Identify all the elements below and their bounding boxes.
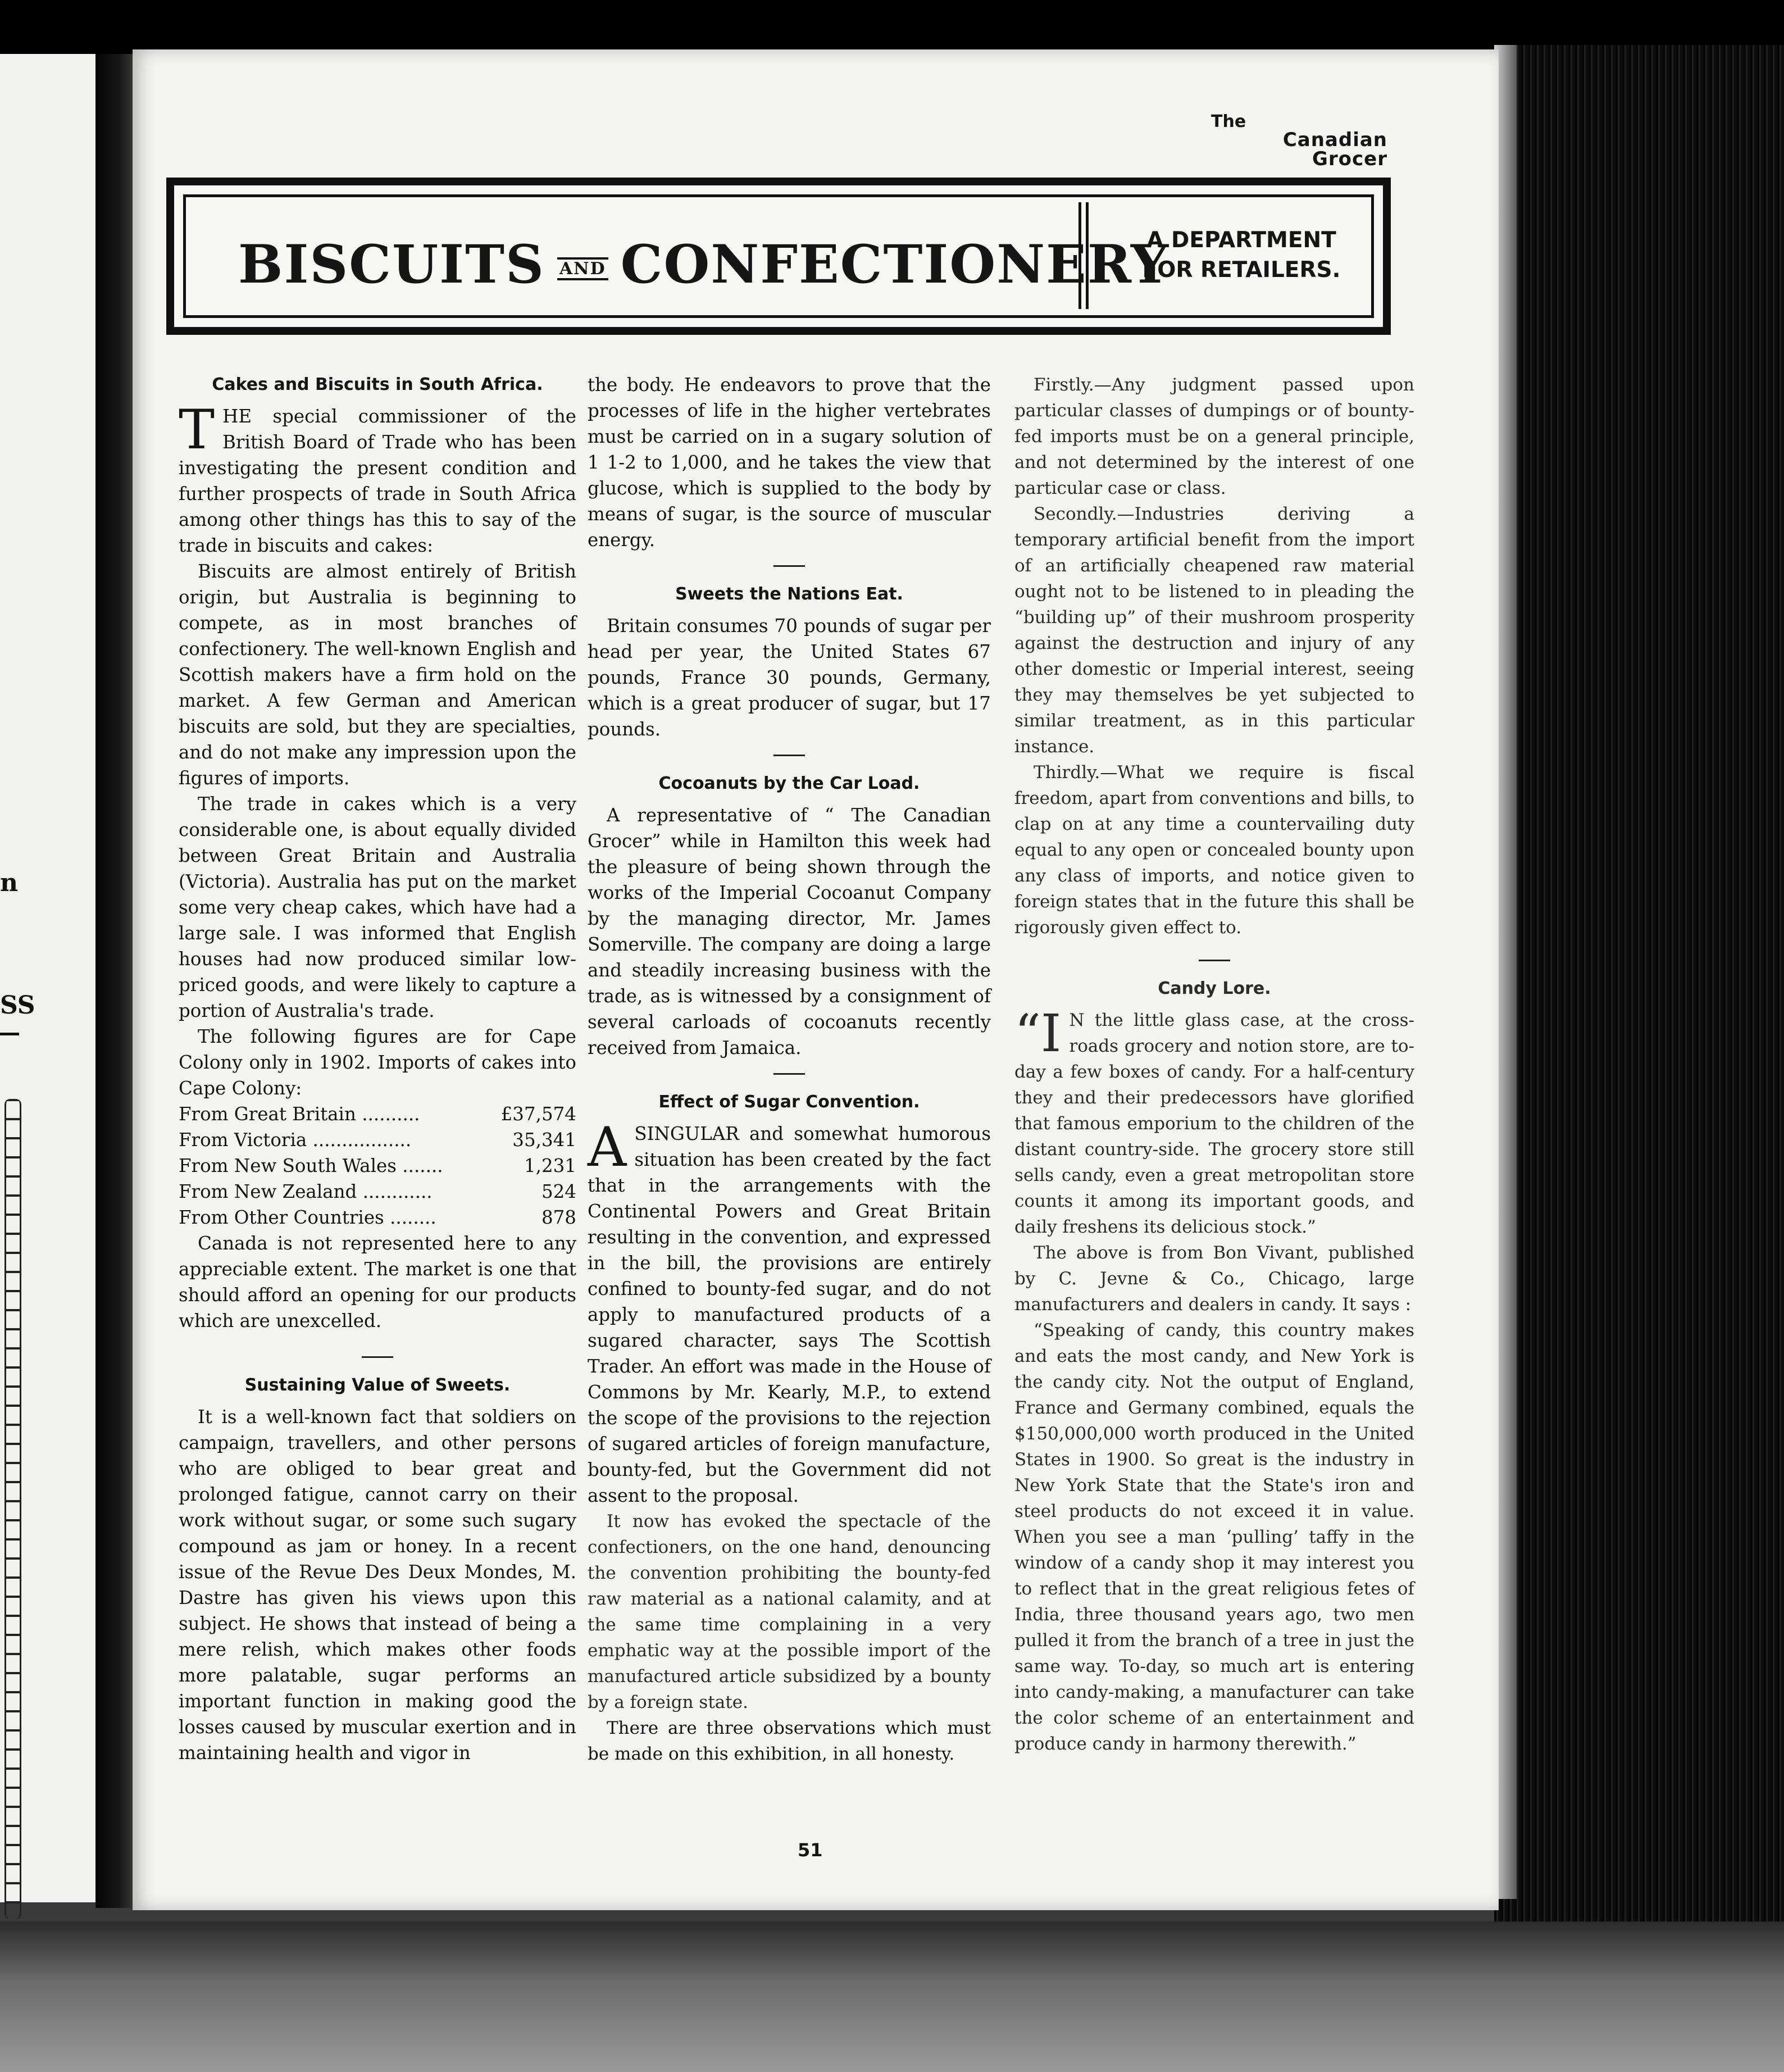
imports-table (179, 1101, 576, 1230)
banner-department-line: A DEPARTMENT (1146, 228, 1336, 253)
imports-value: 878 (541, 1207, 576, 1228)
article-text: SINGULAR and somewhat humorous situation has been created by the fact that in the arrangements with the Continental Powers and Great Britain resulting in the convention, and expressed in the bill, the provisions are entirely confined to bounty-fed sugar, and do not apply to manufactured products of a sugared character, says The Scottish Trader. An effort was made in the House of Commons by Mr. Kearly, M.P., to extend the scope of the provisions to the rejection of sugared articles of foreign manufacture, bounty-fed, but the Government did not assent to the proposal. (588, 1123, 991, 1506)
imports-value: £37,574 (500, 1103, 576, 1125)
article-text: HE special commissioner of the British Board of Trade who has been investigating the present condition and further prospects of trade in South Africa among other things has this to say of the trade in biscuits and cakes: (179, 406, 576, 556)
column-3 (1014, 372, 1414, 1757)
article-paragraph: Britain consumes 70 pounds of sugar per head per year, the United States 67 pounds, France 30 pounds, Germany, which is a great producer of sugar, but 17 pounds. (588, 615, 991, 740)
previous-page-fragment: SS (0, 991, 35, 1020)
article-heading: Cakes and Biscuits in South Africa. (212, 375, 543, 394)
article-paragraph: Firstly.—Any judgment passed upon particular classes of dumpings or of bounty-fed imports must be on a general principle, and not determined by the interest of one particular case or class. (1014, 375, 1414, 498)
column-2 (588, 372, 991, 1767)
article-paragraph: It is a well-known fact that soldiers on campaign, travellers, and other persons who are obliged to bear great and prolonged fatigue, cannot carry on their work without sugar, or some such sugary compound as jam or honey. In a recent issue of the Revue Des Deux Mondes, M. Dastre has given his views upon this subject. He shows that instead of being a mere relish, which makes other foods more palatable, sugar performs an important function in making good the losses caused by muscular exertion and in maintaining health and vigor in (179, 1406, 576, 1764)
article-paragraph (179, 398, 576, 558)
table-row (179, 1101, 576, 1127)
article-paragraph: “Speaking of candy, this country makes and eats the most candy, and New York is the candy city. Not the output of England, France and Germany combined, equals the $150,000,000 worth produced in the United States in 1900. So great is the industry in New York State that the State's iron and steel products do not exceed it in value. When you see a man ‘pulling’ taffy in the window of a candy shop it may interest you to reflect that in the great religious fetes of India, three thousand years ago, two men pulled it from the branch of a tree in just the same way. To-day, so much art is entering into candy-making, a manufacturer can take the color scheme of an entertainment and produce candy in harmony therewith.” (1014, 1320, 1414, 1754)
article-paragraph (1014, 1003, 1414, 1240)
banner-title-left: BISCUITS (238, 234, 545, 296)
table-row (179, 1179, 576, 1205)
scan-bottom-edge (0, 1921, 1784, 2072)
previous-page-rule (0, 1033, 19, 1035)
masthead-the: The (1211, 112, 1246, 131)
article-paragraph: The above is from Bon Vivant, published by C. Jevne & Co., Chicago, large manufacturers and dealers in candy. It says : (1014, 1243, 1414, 1315)
imports-origin: From New South Wales ....... (179, 1155, 443, 1176)
banner-title-and: AND (557, 257, 608, 280)
article-paragraph: Secondly.—Industries deriving a temporary artificial benefit from the import of an artificially cheapened raw material ought not to be listened to in pleading the “building up” of their mushroom prosperity against the destruction and injury of any other domestic or Imperial interest, seeing they may themselves be yet subjected to similar treatment, as in this particular instance. (1014, 504, 1414, 757)
section-rule (1199, 960, 1230, 961)
section-rule (773, 755, 805, 756)
masthead-name: Canadian Grocer (1282, 129, 1387, 170)
article-text: N the little glass case, at the cross-roads grocery and notion store, are to-day a few boxes of candy. For a half-century they and their predecessors have glorified that famous emporium to the children of the distant country-side. The grocery store still sells candy, even a great metropolitan store counts it among its important goods, and daily freshens its delicious stock.” (1014, 1010, 1414, 1237)
imports-origin: From New Zealand ............ (179, 1181, 433, 1202)
section-rule (362, 1356, 393, 1358)
table-row (179, 1127, 576, 1153)
drop-cap: T (179, 398, 215, 461)
book-gutter (95, 54, 135, 1908)
banner-title (238, 234, 1170, 296)
banner-title-right: CONFECTIONERY (620, 234, 1170, 296)
article-heading: Cocoanuts by the Car Load. (658, 774, 920, 793)
imports-origin: From Victoria ................. (179, 1129, 412, 1151)
imports-origin: From Other Countries ........ (179, 1207, 436, 1228)
article-paragraph (588, 1116, 991, 1508)
section-rule (773, 565, 805, 567)
article-paragraph: the body. He endeavors to prove that the processes of life in the higher vertebrates must be carried on in a sugary solution of 1 1-2 to 1,000, and he takes the view that glucose, which is supplied to the body by means of sugar, is the source of muscular energy. (588, 374, 991, 551)
article-heading: Candy Lore. (1158, 979, 1271, 998)
book-fore-edge (1494, 45, 1784, 1921)
department-banner (166, 178, 1391, 335)
drop-cap: “I (1014, 1003, 1062, 1064)
article-paragraph: Biscuits are almost entirely of British origin, but Australia is beginning to compete, as in most branches of confectionery. The well-known English and Scottish makers have a firm hold on the market. A few German and American biscuits are sold, but they are specialties, and do not make any impression upon the figures of imports. (179, 561, 576, 789)
article-paragraph: A representative of “ The Canadian Grocer” while in Hamilton this week had the pleasure of being shown through the works of the Imperial Cocoanut Company by the managing director, Mr. James Somerville. The company are doing a large and steadily increasing business with the trade, as is witnessed by a consignment of several carloads of cocoanuts recently received from Jamaica. (588, 805, 991, 1058)
article-paragraph: It now has evoked the spectacle of the confectioners, on the one hand, denouncing the convention prohibiting the bounty-fed raw material as a national calamity, and at the same time complaining in a very emphatic way at the possible import of the manufactured article subsidized by a bounty by a foreign state. (588, 1511, 991, 1712)
previous-page-edge (0, 54, 95, 1902)
banner-department-line: FOR RETAILERS. (1142, 257, 1341, 283)
article-paragraph: The trade in cakes which is a very considerable one, is about equally divided between Great Britain and Australia (Victoria). Australia has put on the market some very cheap cakes, which have had a large sale. I was informed that English houses had now produced similar low-priced goods, and were likely to capture a portion of Australia's trade. (179, 793, 576, 1021)
article-heading: Effect of Sugar Convention. (658, 1092, 920, 1112)
page-number: 51 (798, 1839, 823, 1861)
column-1 (179, 372, 576, 1766)
table-row (179, 1205, 576, 1230)
imports-value: 524 (541, 1181, 576, 1202)
imports-origin: From Great Britain .......... (179, 1103, 420, 1125)
article-paragraph: Canada is not represented here to any appreciable extent. The market is one that should afford an opening for our products which are unexcelled. (179, 1233, 576, 1332)
table-row (179, 1153, 576, 1179)
drop-cap: A (588, 1116, 627, 1179)
banner-divider (1078, 202, 1089, 309)
article-paragraph: The following figures are for Cape Colony only in 1902. Imports of cakes into Cape Colony: (179, 1026, 576, 1099)
imports-value: 1,231 (524, 1155, 576, 1176)
article-heading: Sustaining Value of Sweets. (244, 1375, 511, 1395)
ornamental-border (4, 1099, 21, 1919)
previous-page-fragment: n (0, 869, 18, 897)
banner-department (1107, 226, 1376, 285)
masthead (1208, 113, 1387, 169)
article-paragraph: Thirdly.—What we require is fiscal freedom, apart from conventions and bills, to clap on at any time a countervailing duty equal to any open or concealed bounty upon any class of imports, and notice given to foreign states that in the future this shall be rigorously given effect to. (1014, 762, 1414, 938)
article-heading: Sweets the Nations Eat. (675, 584, 903, 604)
imports-value: 35,341 (512, 1129, 576, 1151)
article-paragraph: There are three observations which must be made on this exhibition, in all honesty. (588, 1718, 991, 1764)
section-rule (773, 1073, 805, 1075)
